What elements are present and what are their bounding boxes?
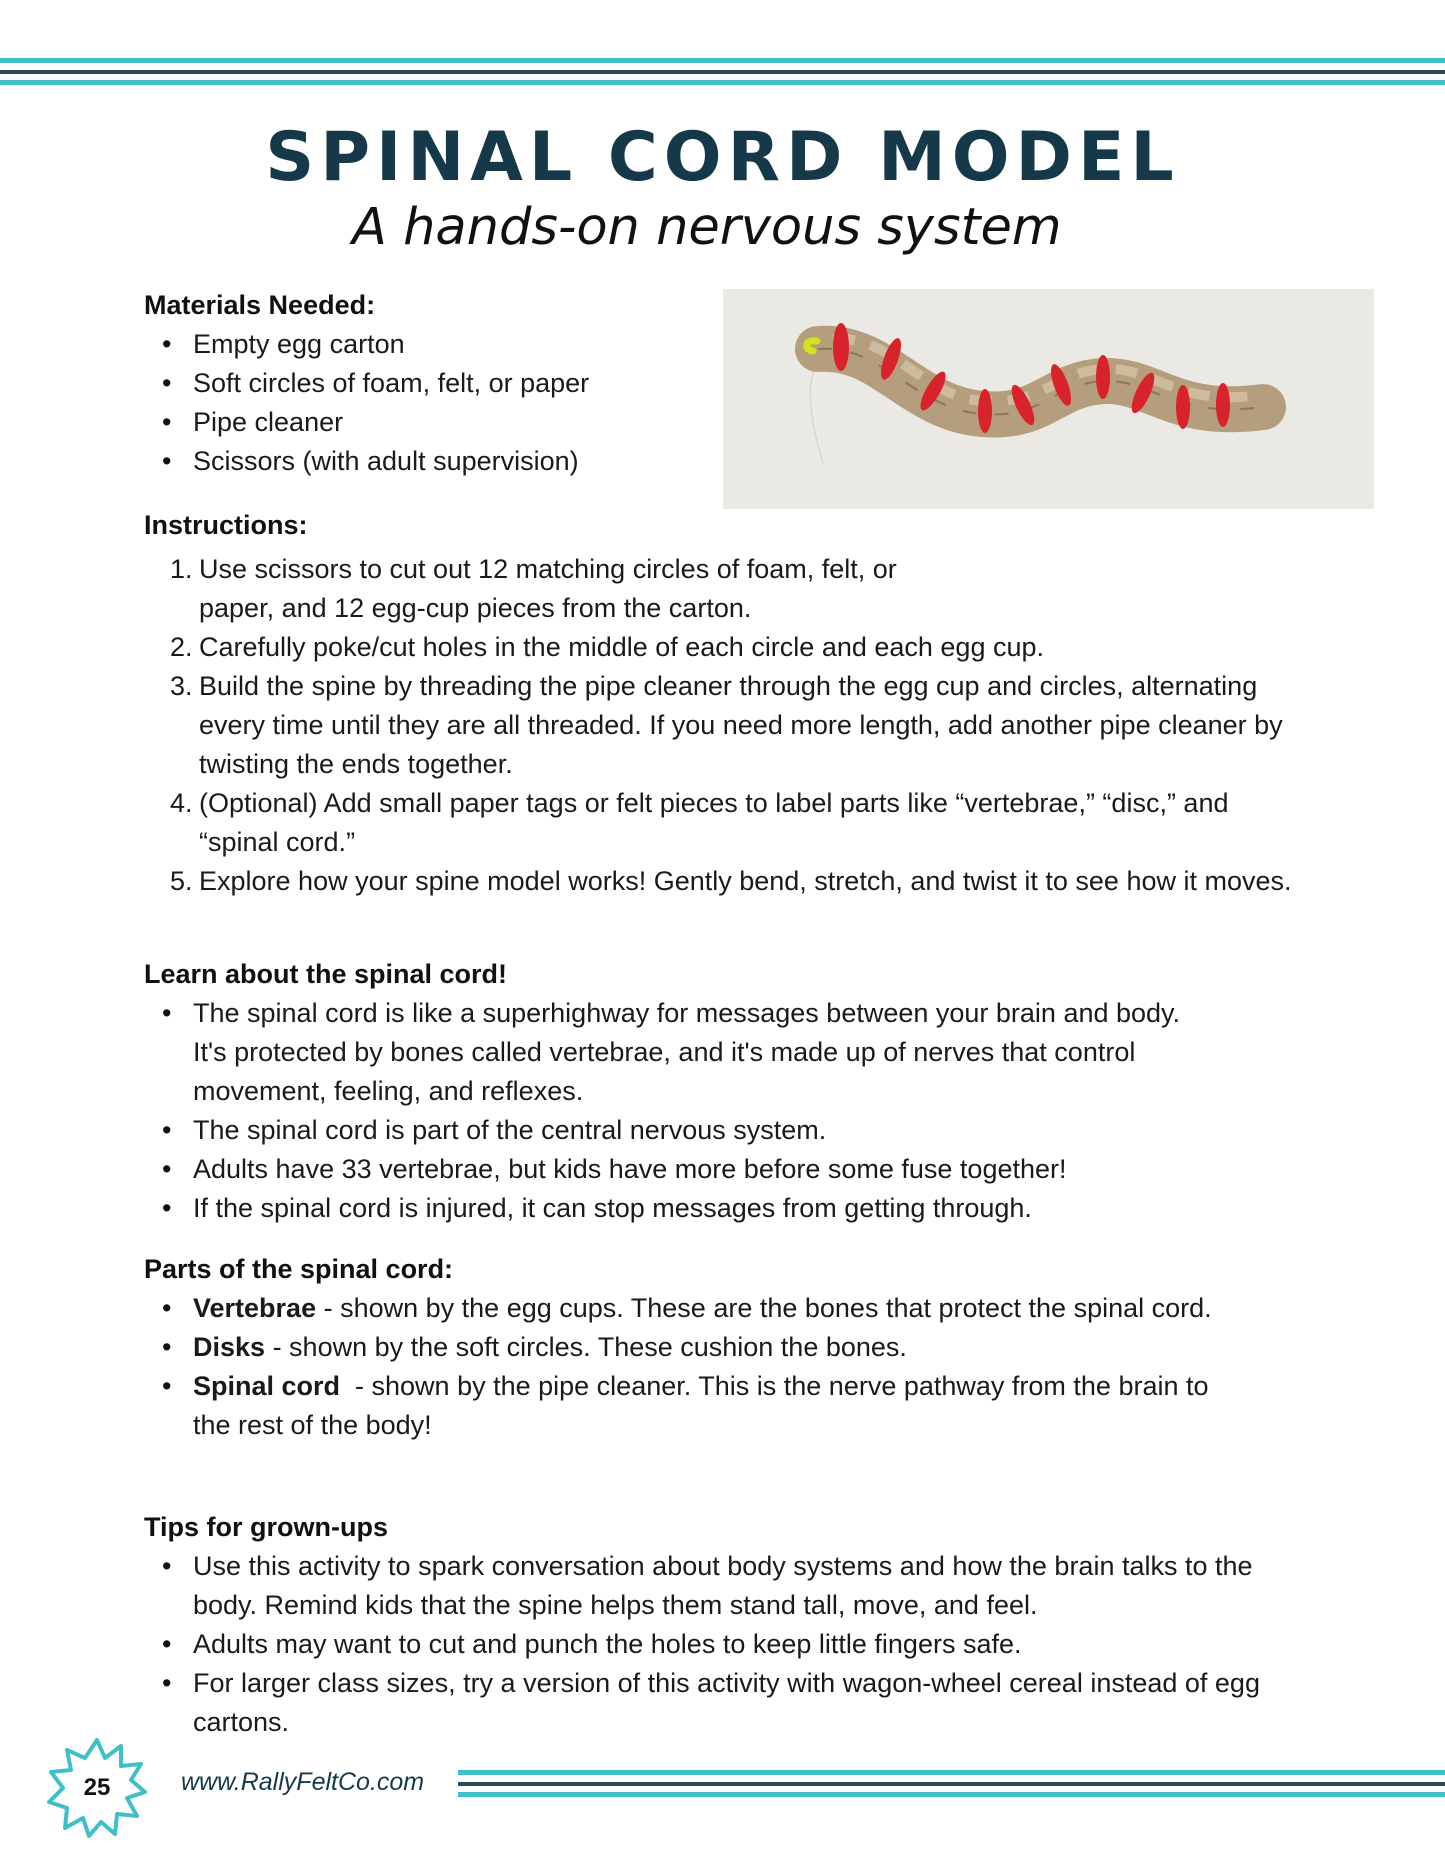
learn-list bbox=[144, 994, 1324, 1228]
parts-item bbox=[144, 1367, 1223, 1445]
learn-section bbox=[144, 955, 1324, 1228]
learn-item: • Adults have 33 vertebrae, but kids have more before some fuse together! bbox=[144, 1150, 1324, 1189]
part-text: - shown by the egg cups. These are the bones that protect the spinal cord. bbox=[316, 1293, 1212, 1323]
top-rule-teal-2 bbox=[0, 80, 1445, 85]
step-number: 4. bbox=[170, 788, 193, 818]
parts-list bbox=[144, 1289, 1324, 1445]
materials-item: • Empty egg carton bbox=[144, 325, 664, 364]
parts-heading: Parts of the spinal cord: bbox=[144, 1254, 454, 1284]
parts-item bbox=[144, 1328, 1324, 1367]
tips-item: • Use this activity to spark conversation about body systems and how the brain talks to the body. Remind kids that the spine helps them stand tall, move, and feel. bbox=[144, 1547, 1293, 1625]
instruction-step bbox=[144, 862, 1359, 901]
materials-item: • Pipe cleaner bbox=[144, 403, 664, 442]
materials-item: • Soft circles of foam, felt, or paper bbox=[144, 364, 664, 403]
step-text: Build the spine by threading the pipe cleaner through the egg cup and circles, alternating every time until they are all threaded. If you need more length, add another pipe cleaner by twisting the ends together. bbox=[199, 671, 1283, 779]
instruction-step bbox=[144, 628, 1324, 667]
footer-url[interactable]: www.RallyFeltCo.com bbox=[181, 1768, 425, 1796]
step-text: Carefully poke/cut holes in the middle of each circle and each egg cup. bbox=[199, 632, 1045, 662]
step-number: 2. bbox=[170, 632, 193, 662]
materials-section bbox=[144, 286, 664, 481]
spine-model-photo bbox=[723, 289, 1374, 509]
instructions-section bbox=[144, 506, 1324, 901]
tips-heading: Tips for grown-ups bbox=[144, 1512, 388, 1542]
step-number: 3. bbox=[170, 671, 193, 701]
learn-item: • If the spinal cord is injured, it can stop messages from getting through. bbox=[144, 1189, 1324, 1228]
spine-model-illustration bbox=[723, 289, 1374, 509]
footer-rule-teal-2 bbox=[458, 1792, 1445, 1797]
instructions-list bbox=[144, 550, 1324, 901]
part-term: Vertebrae bbox=[193, 1293, 317, 1323]
tips-list bbox=[144, 1547, 1324, 1742]
part-text: - shown by the soft circles. These cushion the bones. bbox=[265, 1332, 907, 1362]
instruction-step bbox=[144, 550, 979, 628]
instruction-step bbox=[144, 667, 1299, 784]
page-title: SPINAL CORD MODEL bbox=[265, 118, 1180, 197]
footer-rule-navy bbox=[458, 1782, 1445, 1786]
step-number: 1. bbox=[170, 554, 193, 584]
part-text: - shown by the pipe cleaner. This is the nerve pathway from the brain to the rest of the body! bbox=[193, 1371, 1217, 1440]
footer-rule-teal-1 bbox=[458, 1770, 1445, 1775]
parts-section bbox=[144, 1250, 1324, 1445]
top-rule-teal-1 bbox=[0, 58, 1445, 63]
step-text: Explore how your spine model works! Gently bend, stretch, and twist it to see how it moves. bbox=[199, 866, 1292, 896]
part-term: Disks bbox=[193, 1332, 266, 1362]
materials-item: • Scissors (with adult supervision) bbox=[144, 442, 664, 481]
learn-item: • The spinal cord is part of the central nervous system. bbox=[144, 1111, 1324, 1150]
step-text: (Optional) Add small paper tags or felt pieces to label parts like “vertebrae,” “disc,” and “spinal cord.” bbox=[199, 788, 1229, 857]
instruction-step bbox=[144, 784, 1299, 862]
part-term: Spinal cord bbox=[193, 1371, 341, 1401]
tips-item: • Adults may want to cut and punch the holes to keep little fingers safe. bbox=[144, 1625, 1324, 1664]
page-number: 25 bbox=[83, 1774, 111, 1801]
top-rule-navy bbox=[0, 70, 1445, 74]
learn-item: • The spinal cord is like a superhighway for messages between your brain and body. It's protected by bones called vertebrae, and it's made up of nerves that control movement, feeling, and reflexes. bbox=[144, 994, 1203, 1111]
page-subtitle: A hands-on nervous system bbox=[352, 198, 1062, 257]
parts-item bbox=[144, 1289, 1263, 1328]
step-text: Use scissors to cut out 12 matching circles of foam, felt, or paper, and 12 egg-cup pieces from the carton. bbox=[199, 554, 897, 623]
tips-section bbox=[144, 1508, 1324, 1742]
learn-heading: Learn about the spinal cord! bbox=[144, 959, 508, 989]
materials-heading: Materials Needed: bbox=[144, 290, 376, 320]
materials-list bbox=[144, 325, 664, 481]
instructions-heading: Instructions: bbox=[144, 510, 308, 540]
step-number: 5. bbox=[170, 866, 193, 896]
tips-item: • For larger class sizes, try a version of this activity with wagon-wheel cereal instead of egg cartons. bbox=[144, 1664, 1333, 1742]
